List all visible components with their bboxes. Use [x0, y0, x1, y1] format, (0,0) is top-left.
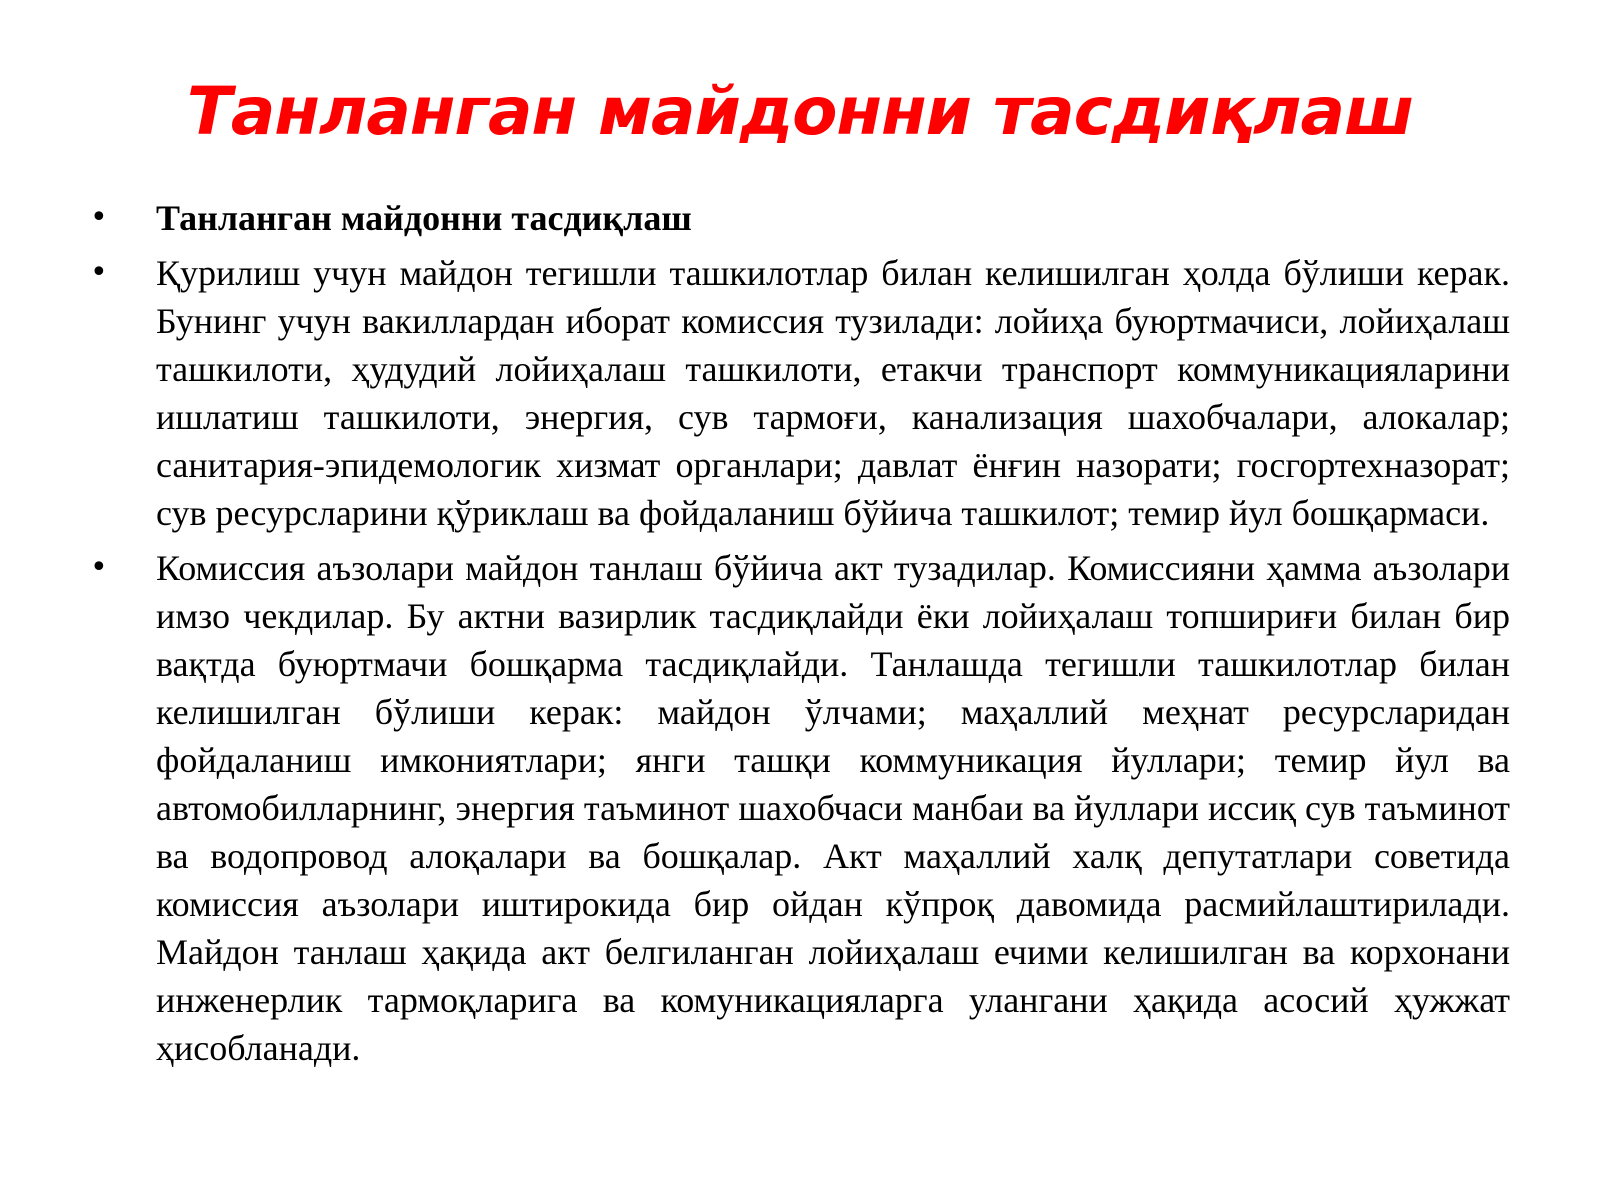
bullet-icon: • [90, 255, 108, 290]
bullet-icon: • [90, 200, 108, 235]
bullet-paragraph: Қурилиш учун майдон тегишли ташкилотлар билан келишилган ҳолда бўлиши керак. Бунинг учун вакиллардан иборат комиссия тузилади: лойиҳа буюртмачиси, лойиҳалаш ташкилоти, ҳудудий лойиҳалаш ташкилоти, етакчи транспорт коммуникацияларини ишлатиш ташкилоти, энергия, сув тармоғи, канализация шахобчалари, алокалар; санитария-эпидемологик хизмат органлари; давлат ёнғин назорати; госгортехназорат; сув ресурсларини қўриклаш ва фойдаланиш бўйича ташкилот; темир йул бошқармаси. [156, 253, 1510, 533]
bullet-paragraph: Комиссия аъзолари майдон танлаш бўйича акт тузадилар. Комиссияни ҳамма аъзолари имзо чекдилар. Бу актни вазирлик тасдиқлайди ёки лойиҳалаш топшириғи билан бир вақтда буюртмачи бошқарма тасдиқлайди. Танлашда тегишли ташкилотлар билан келишилган бўлиши керак: майдон ўлчами; маҳаллий меҳнат ресурсларидан фойдаланиш имкониятлари; янги ташқи коммуникация йуллари; темир йул ва автомобилларнинг, энергия таъминот шахобчаси манбаи ва йуллари иссиқ сув таъминот ва водопровод алоқалари ва бошқалар. Акт маҳаллий халқ депутатлари советида комиссия аъзолари иштирокида бир ойдан кўпроқ давомида расмийлаштирилади. Майдон танлаш ҳақида акт белгиланган лойиҳалаш ечими келишилган ва корхонани инженерлик тармоқларига ва комуникацияларга улангани ҳақида асосий ҳужжат ҳисобланади. [156, 548, 1510, 1068]
bullet-icon: • [90, 550, 108, 585]
bullet-list [90, 194, 1510, 1079]
bullet-item [90, 544, 1510, 1072]
slide-title: Танланган майдонни тасдиқлаш [186, 73, 1414, 150]
bullet-heading: Танланган майдонни тасдиқлаш [156, 198, 692, 238]
bullet-item [90, 194, 1510, 242]
bullet-item [90, 249, 1510, 537]
